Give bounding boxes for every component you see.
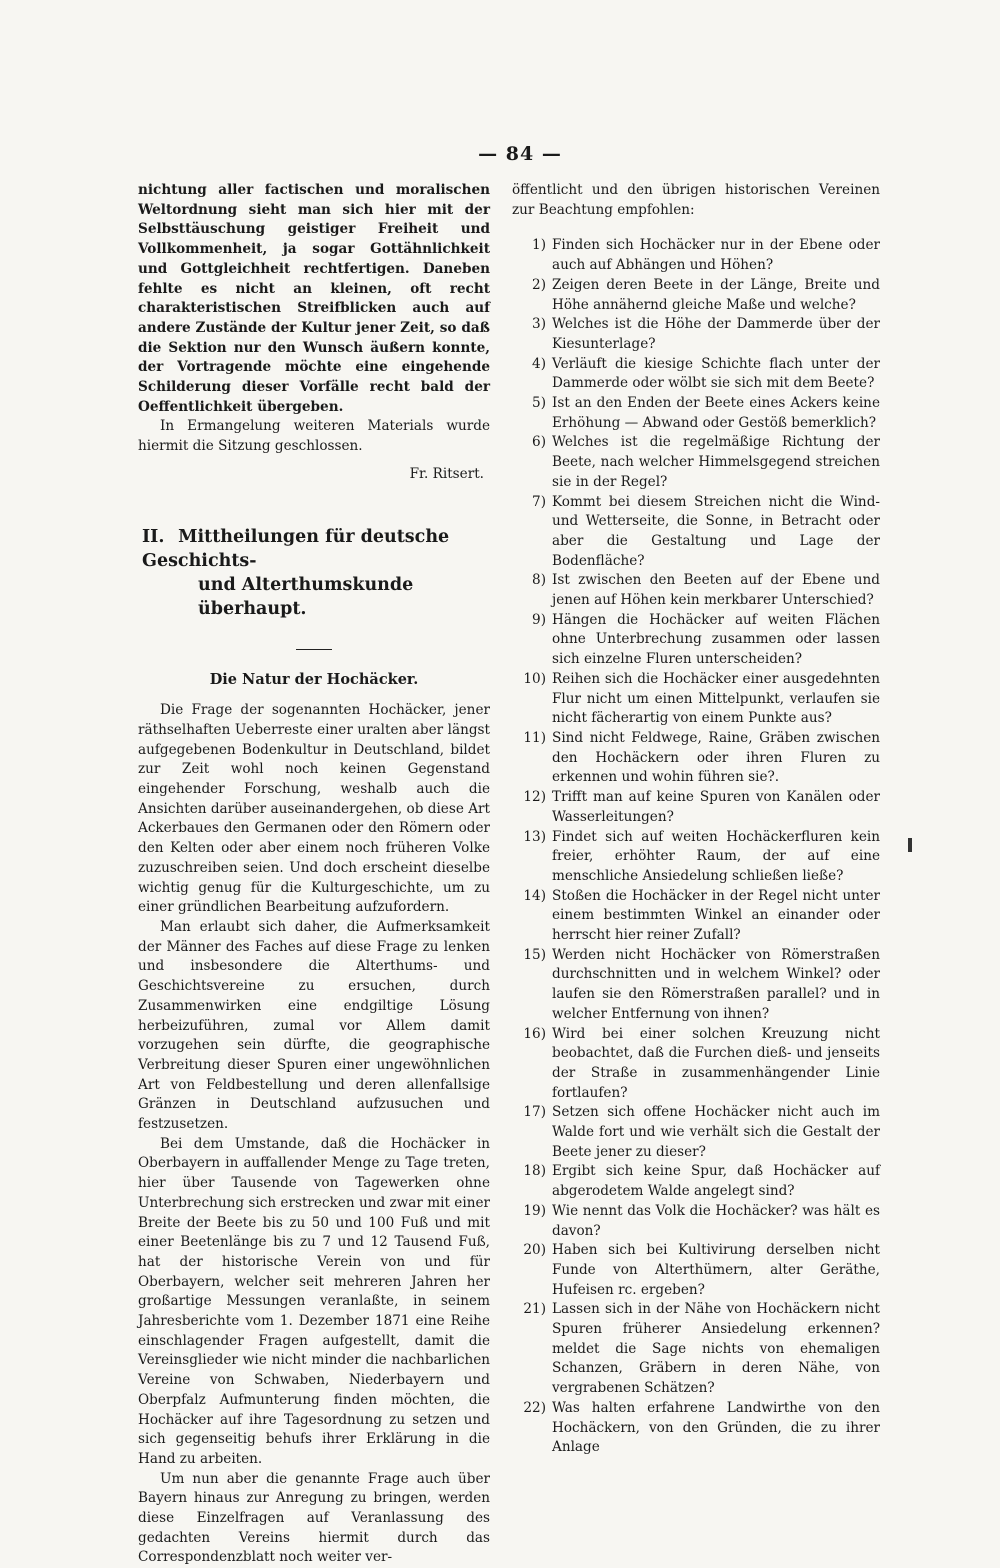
list-item	[512, 433, 880, 492]
question-text: Welches ist die regelmäßige Richtung der Beete, nach welcher Himmelsgegend streichen sie in der Regel?	[552, 434, 880, 490]
article-paragraph: Um nun aber die genannte Frage auch über Bayern hinaus zur Anregung zu bringen, werden diese Einzelfragen auf Veranlassung des gedachten Vereins hiermit durch das Correspondenzblatt noch weiter ver-	[138, 1470, 490, 1566]
section-title-line2: und Alterthumskunde überhaupt.	[198, 574, 414, 619]
question-text: Verläuft die kiesige Schichte flach unter der Dammerde oder wölbt sie sich mit dem Beete?	[552, 355, 880, 392]
intro-paragraph: öffentlicht und den übrigen historischen Vereinen zur Beachtung empfohlen:	[512, 182, 880, 218]
question-number: 13)	[523, 828, 546, 845]
list-item	[512, 729, 880, 788]
question-number: 2)	[532, 276, 546, 293]
list-item	[512, 1241, 880, 1300]
question-text: Lassen sich in der Nähe von Hochäckern nicht Spuren früherer Ansiedelung erkennen? meldet die Sage nichts von ehemaligen Schanzen, Gräbern in deren Nähe, von vergrabenen Schätzen?	[552, 1301, 880, 1397]
question-text: Wird bei einer solchen Kreuzung nicht beobachtet, daß die Furchen dieß- und jenseits der Straße in zusammenhängender Linie fortlaufen?	[552, 1025, 880, 1101]
list-item	[512, 1162, 880, 1201]
question-text: Reihen sich die Hochäcker einer ausgedehnten Flur nicht um einen Mittelpunkt, verlaufen sie nicht fächerartig von einem Punkte aus?	[552, 670, 880, 727]
question-text: Ist an den Enden der Beete eines Ackers keine Erhöhung — Abwand oder Gestöß bemerklich?	[552, 395, 880, 431]
question-text: Wie nennt das Volk die Hochäcker? was hält es davon?	[552, 1202, 880, 1239]
list-item	[512, 236, 880, 275]
question-number: 17)	[523, 1104, 546, 1121]
question-number: 10)	[523, 670, 546, 687]
list-item	[512, 1399, 880, 1458]
list-item	[512, 828, 880, 887]
margin-mark	[908, 838, 912, 852]
paragraph-closing: In Ermangelung weiteren Materials wurde hiermit die Sitzung geschlossen.	[138, 418, 490, 455]
question-text: Was halten erfahrene Landwirthe von den Hochäckern, von den Gründen, die zu ihrer Anlage	[552, 1399, 880, 1456]
question-text: Zeigen deren Beete in der Länge, Breite und Höhe annähernd gleiche Maße und welche?	[552, 276, 880, 313]
paragraph-continued: nichtung aller factischen und moralischen Weltordnung sieht man sich hier mit der Selbsttäuschung geistiger Freiheit und Vollkommenheit, ja sogar Gottähnlichkeit und Gottgleichheit rechtfertigen. Daneben fehlte es nicht an kleinen, oft recht charakteristischen Streifblicken auch auf andere Zustände der Kultur jener Zeit, so daß die Sektion nur den Wunsch äußern konnte, der Vortragende möchte eine eingehende Schilderung dieser Vorfälle recht bald der Oeffentlichkeit übergeben.	[138, 182, 490, 415]
question-text: Hängen die Hochäcker auf weiten Flächen ohne Unterbrechung zusammen oder lassen sich einzelne Fluren unterscheiden?	[552, 611, 880, 668]
question-number: 15)	[523, 946, 546, 963]
list-item	[512, 887, 880, 946]
article-paragraph: Bei dem Umstande, daß die Hochäcker in Oberbayern in auffallender Menge zu Tage treten, hier über Tausende von Tagewerken ohne Unterbrechung sich erstrecken und zwar mit einer Breite der Beete bis zu 50 und 100 Fuß und mit einer Beetenlänge bis zu 7 und 12 Tausend Fuß, hat der historische Verein von und für Oberbayern, welcher seit mehreren Jahren her großartige Messungen veranlaßte, in seinem Jahresberichte vom 1. Dezember 1871 eine Reihe einschlagender Fragen aufgestellt, damit die Vereinsglieder wie nicht minder die nachbarlichen Vereine von Schwaben, Niederbayern und Oberpfalz Aufmunterung finden möchten, die Hochäcker auf ihre Tagesordnung zu setzen und sich gegenseitig behufs ihrer Erklärung in die Hand zu arbeiten.	[138, 1135, 490, 1467]
question-text: Setzen sich offene Hochäcker nicht auch im Walde fort und wie verhält sich die Gestalt der Beete jener zu dieser?	[552, 1104, 880, 1160]
question-number: 5)	[532, 395, 546, 412]
list-item	[512, 571, 880, 610]
question-number: 8)	[532, 572, 546, 589]
list-item	[512, 946, 880, 1025]
question-text: Sind nicht Feldwege, Raine, Gräben zwischen den Hochäckern oder ihren Fluren zu erkennen und wohin führen sie?.	[552, 729, 880, 786]
signature: Fr. Ritsert.	[409, 465, 484, 482]
question-number: 11)	[523, 729, 546, 746]
right-column	[512, 181, 880, 1458]
divider	[296, 649, 332, 650]
question-text: Ergibt sich keine Spur, daß Hochäcker auf abgerodetem Walde angelegt sind?	[552, 1163, 880, 1200]
list-item	[512, 355, 880, 394]
question-text: Trifft man auf keine Spuren von Kanälen oder Wasserleitungen?	[552, 789, 880, 825]
question-number: 1)	[532, 237, 546, 254]
section-title-line1: Mittheilungen für deutsche Geschichts-	[142, 526, 450, 571]
question-number: 20)	[523, 1242, 546, 1259]
left-column	[138, 181, 490, 1568]
question-text: Stoßen die Hochäcker in der Regel nicht unter einem bestimmten Winkel an einander oder herrscht hier reiner Zufall?	[552, 887, 880, 944]
question-text: Ist zwischen den Beeten auf der Ebene und jenen auf Höhen kein merkbarer Unterschied?	[552, 572, 880, 609]
article-title: Die Natur der Hochäcker.	[209, 670, 419, 688]
list-item	[512, 1025, 880, 1104]
question-number: 21)	[523, 1301, 546, 1318]
question-number: 12)	[523, 789, 546, 806]
list-item	[512, 1202, 880, 1241]
question-number: 4)	[532, 355, 546, 372]
question-text: Finden sich Hochäcker nur in der Ebene oder auch auf Abhängen und Höhen?	[552, 237, 880, 274]
question-list	[512, 236, 880, 1458]
question-number: 7)	[532, 493, 546, 510]
question-text: Welches ist die Höhe der Dammerde über der Kiesunterlage?	[552, 316, 880, 352]
section-number: II.	[142, 526, 165, 547]
list-item	[512, 788, 880, 827]
question-text: Kommt bei diesem Streichen nicht die Wind- und Wetterseite, die Sonne, in Betracht oder aber die Gestaltung und Lage der Bodenfläche?	[552, 493, 880, 569]
list-item	[512, 1103, 880, 1162]
article-paragraph: Die Frage der sogenannten Hochäcker, jener räthselhaften Ueberreste einer uralten aber längst aufgegebenen Bodenkultur in Deutschland, bildet zur Zeit wohl noch keinen Gegenstand eingehender Forschung, weshalb auch die Ansichten darüber auseinandergehen, ob diese Art Ackerbaues den Germanen oder den Römern oder den Kelten oder aber einem noch früheren Volke zuzuschreiben seien. Und doch erscheint dieselbe wichtig genug für die Kulturgeschichte, um zu einer gründlichen Bearbeitung aufzufordern.	[138, 702, 490, 916]
question-text: Findet sich auf weiten Hochäckerfluren kein freier, erhöhter Raum, der auf eine menschliche Ansiedelung schließen ließe?	[552, 828, 880, 884]
question-number: 22)	[523, 1399, 546, 1416]
list-item	[512, 315, 880, 354]
section-heading	[138, 525, 490, 621]
question-number: 6)	[532, 434, 546, 451]
question-number: 19)	[523, 1202, 546, 1219]
question-number: 14)	[523, 887, 546, 904]
question-text: Werden nicht Hochäcker von Römerstraßen durchschnitten und in welchem Winkel? oder laufen sie den Römerstraßen parallel? und in welcher Entfernung von ihnen?	[552, 946, 880, 1022]
list-item	[512, 493, 880, 572]
list-item	[512, 276, 880, 315]
list-item	[512, 611, 880, 670]
question-text: Haben sich bei Kultivirung derselben nicht Funde von Alterthümern, alter Geräthe, Hufeisen rc. ergeben?	[552, 1242, 880, 1298]
page-number: — 84 —	[478, 143, 562, 165]
question-number: 3)	[532, 316, 546, 333]
list-item	[512, 1300, 880, 1399]
question-number: 18)	[523, 1163, 546, 1180]
question-number: 16)	[523, 1025, 546, 1042]
list-item	[512, 394, 880, 433]
list-item	[512, 670, 880, 729]
article-paragraph: Man erlaubt sich daher, die Aufmerksamkeit der Männer des Faches auf diese Frage zu lenken und insbesondere die Alterthums- und Geschichtsvereine zu ersuchen, durch Zusammenwirken eine endgiltige Lösung herbeizuführen, zumal vor Allem damit vorzugehen sein dürfte, die geographische Verbreitung dieser Spuren einer ungewöhnlichen Art von Feldbestellung und deren allenfallsige Gränzen in Deutschland aufzusuchen und festzusetzen.	[138, 918, 490, 1133]
question-number: 9)	[532, 611, 546, 628]
